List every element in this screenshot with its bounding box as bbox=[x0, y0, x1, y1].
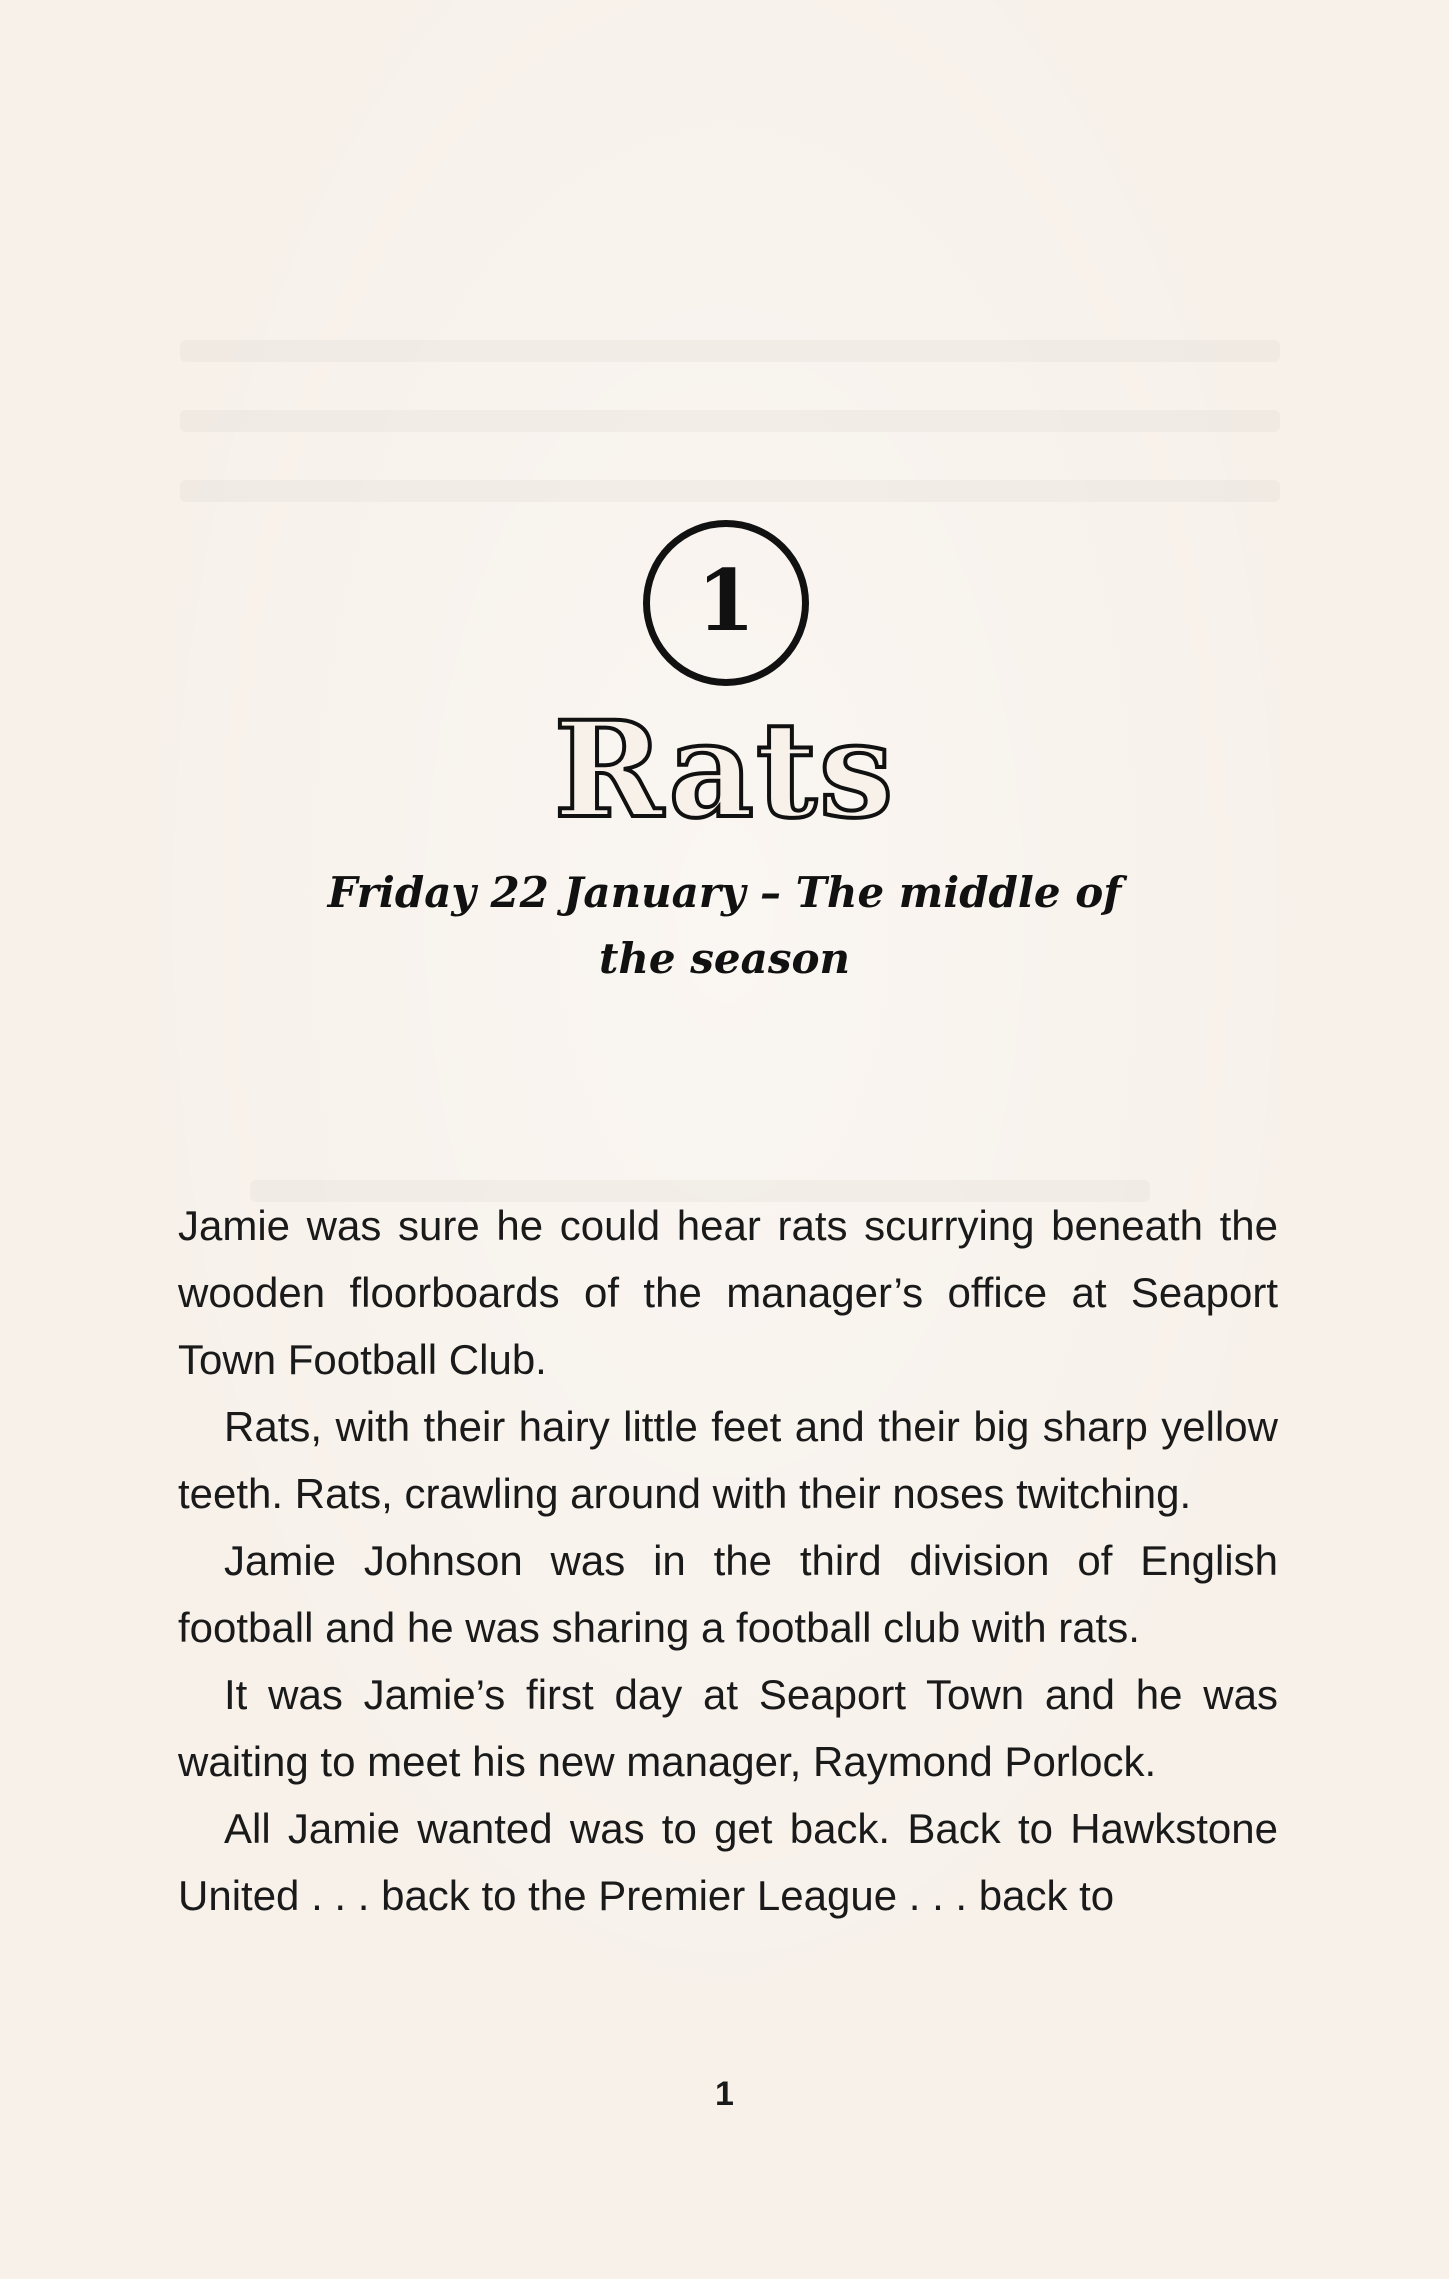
show-through-line bbox=[180, 410, 1280, 432]
show-through-line bbox=[180, 340, 1280, 362]
paragraph: Jamie Johnson was in the third division of English football and he was sharing a football club with rats. bbox=[178, 1537, 1278, 1651]
chapter-title: Rats bbox=[553, 693, 896, 848]
paragraph: It was Jamie’s first day at Seaport Town and he was waiting to meet his new manager, Raymond Porlock. bbox=[178, 1671, 1278, 1785]
paragraph: Jamie was sure he could hear rats scurrying beneath the wooden floorboards of the manager’s office at Seaport Town Football Club. bbox=[178, 1202, 1278, 1383]
chapter-subtitle: Friday 22 January – The middle of the season bbox=[327, 868, 1122, 983]
chapter-body bbox=[178, 1192, 1278, 1929]
paragraph: All Jamie wanted was to get back. Back to Hawkstone United . . . back to the Premier League . . . back to bbox=[178, 1805, 1278, 1919]
chapter-number: 1 bbox=[696, 551, 756, 650]
show-through-line bbox=[180, 480, 1280, 502]
paragraph: Rats, with their hairy little feet and their big sharp yellow teeth. Rats, crawling around with their noses twitching. bbox=[178, 1403, 1278, 1517]
page-number: 1 bbox=[715, 2075, 734, 2113]
chapter-number-badge bbox=[643, 520, 809, 686]
